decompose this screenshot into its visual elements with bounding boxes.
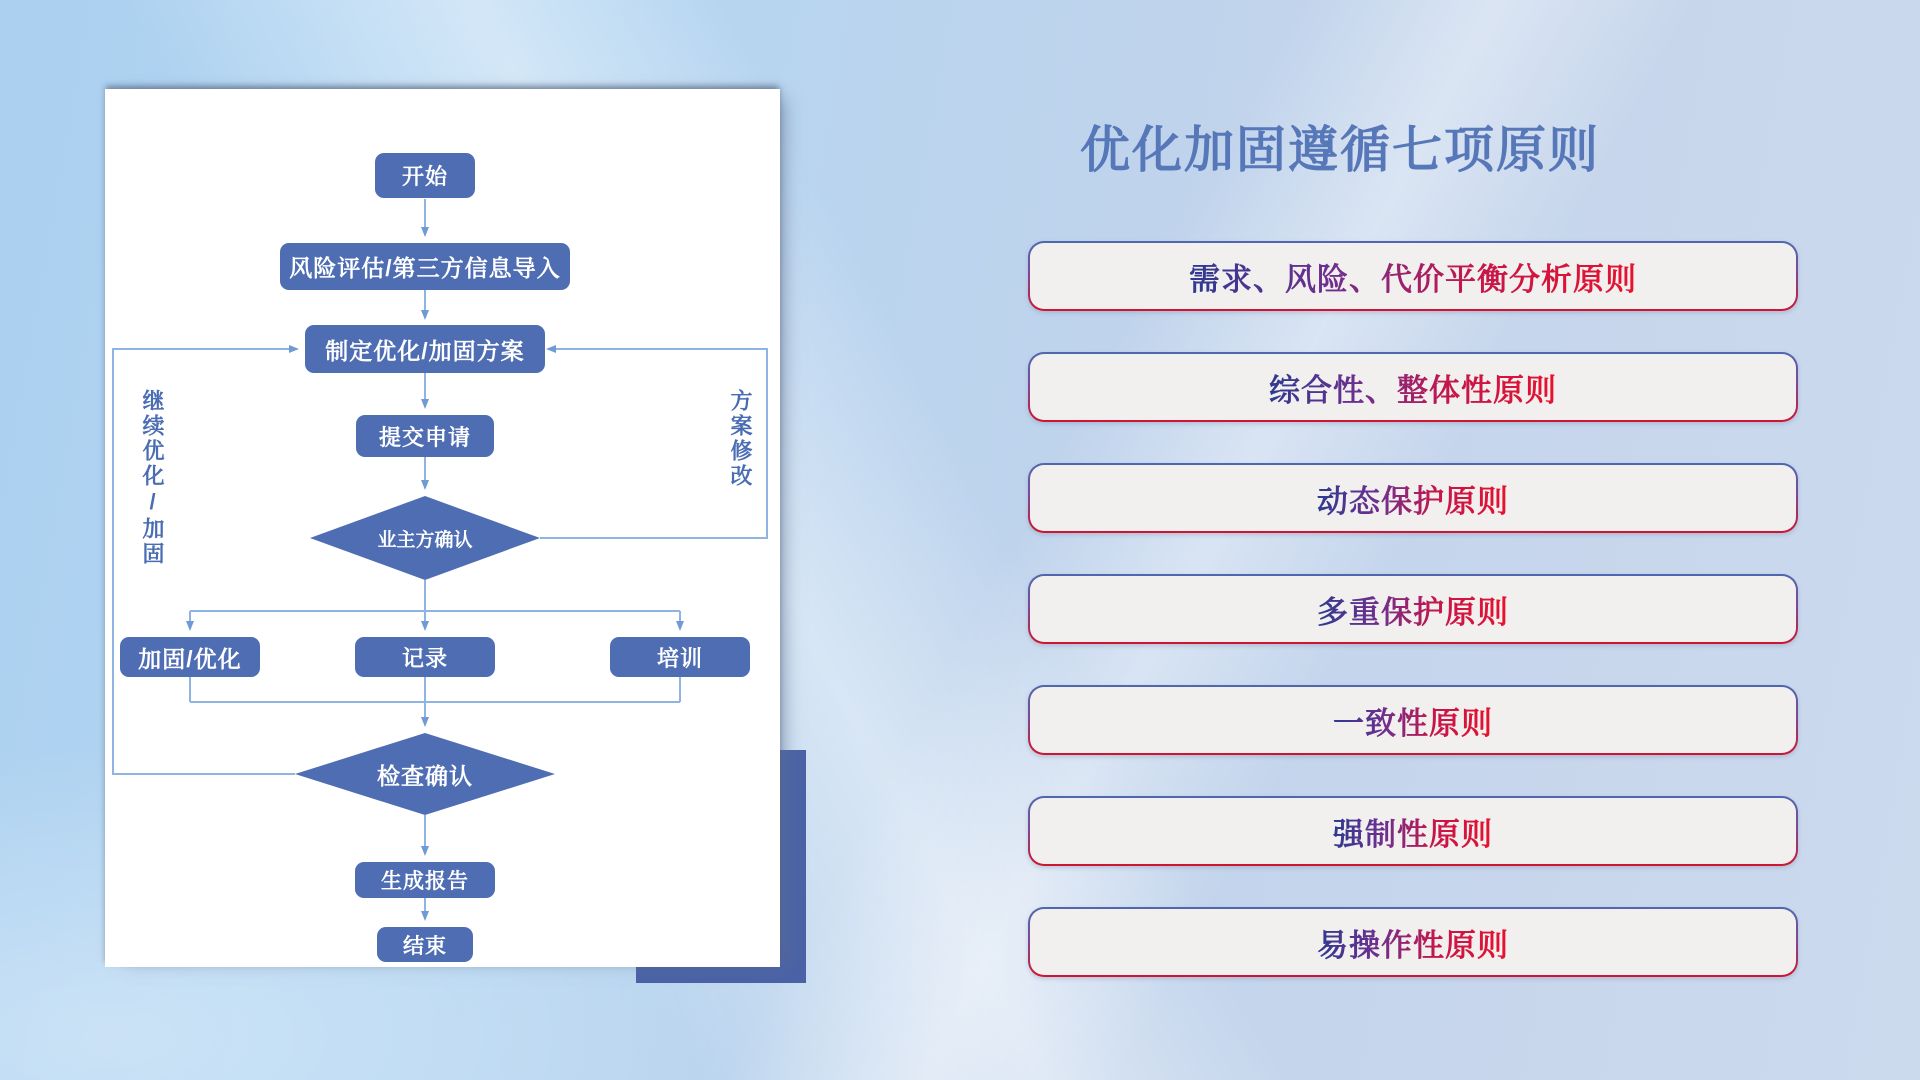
decision-check-confirm-label: 检查确认	[377, 762, 473, 789]
principle-label: 易操作性原则	[1317, 920, 1509, 965]
flow-node-make-plan: 制定优化/加固方案	[305, 325, 545, 373]
principles-list	[1028, 241, 1798, 1018]
principle-box	[1028, 241, 1798, 311]
edge-label-revise-loop: 方案修改	[728, 389, 753, 489]
principle-label: 综合性、整体性原则	[1269, 365, 1557, 410]
decision-owner-confirm-label: 业主方确认	[377, 529, 473, 551]
flow-node-risk-import: 风险评估/第三方信息导入	[280, 243, 570, 290]
principle-label: 强制性原则	[1333, 809, 1493, 854]
flow-node-training: 培训	[610, 637, 750, 677]
principle-label: 动态保护原则	[1317, 476, 1509, 521]
principle-box	[1028, 796, 1798, 866]
principle-label: 需求、风险、代价平衡分析原则	[1189, 254, 1637, 299]
principle-label: 多重保护原则	[1317, 587, 1509, 632]
flow-node-end: 结束	[377, 927, 473, 962]
flow-node-record: 记录	[355, 637, 495, 677]
flow-node-start: 开始	[375, 153, 475, 198]
page-title: 优化加固遵循七项原则	[1080, 122, 1600, 178]
principle-box	[1028, 574, 1798, 644]
principle-box	[1028, 352, 1798, 422]
principle-box	[1028, 685, 1798, 755]
flow-node-submit: 提交申请	[356, 415, 494, 457]
principle-label: 一致性原则	[1333, 698, 1493, 743]
flow-node-report: 生成报告	[355, 862, 495, 898]
principle-box	[1028, 907, 1798, 977]
principle-box	[1028, 463, 1798, 533]
flow-node-harden: 加固/优化	[120, 637, 260, 677]
flowchart-card	[105, 89, 780, 967]
edge-label-continue-loop: 继续优化/加固	[140, 389, 165, 567]
